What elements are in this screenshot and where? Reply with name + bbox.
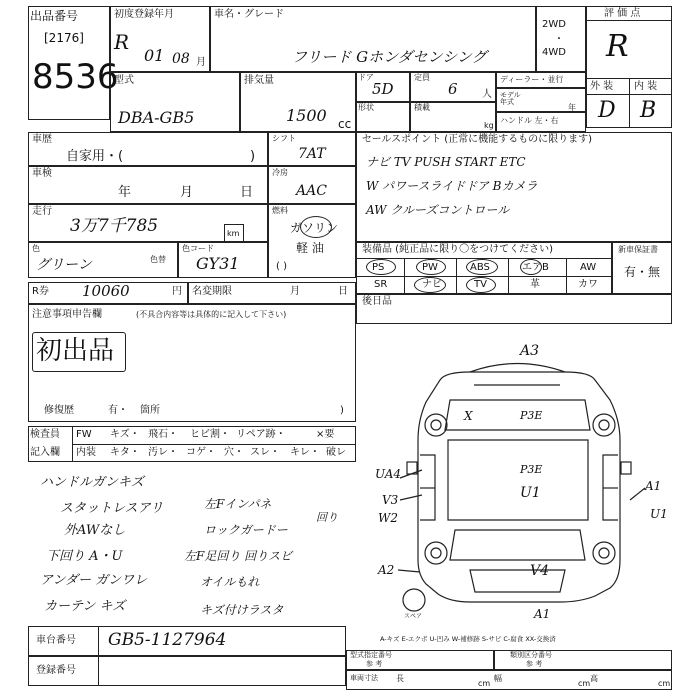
notes-stamp: 初出品: [36, 336, 115, 366]
history-value: 自家用・(: [66, 149, 124, 164]
dealer-label: ディーラー・並行: [500, 75, 564, 84]
equip-airbag: エアB: [522, 262, 549, 273]
equip-tv: TV: [474, 279, 487, 290]
ac-value: AAC: [296, 183, 327, 199]
fuel-paren: ( ): [276, 261, 287, 272]
recycle-yen: 円: [172, 286, 182, 297]
mark-w2: W2: [378, 511, 398, 525]
chassis-value: GB5-1127964: [108, 630, 227, 650]
repair-value: 有・: [108, 405, 128, 416]
interior-label: 内 装: [634, 81, 658, 92]
comment-2: スタットレスアリ: [60, 501, 164, 516]
width-unit: 幅: [494, 674, 502, 683]
inspection-day: 日: [240, 185, 254, 200]
height-unit: 高: [590, 674, 598, 683]
mark-u1-right: U1: [650, 507, 668, 521]
km-unit: km: [227, 229, 240, 238]
year: 01: [144, 46, 165, 65]
comment-4: 下回り A・U: [46, 549, 123, 564]
equip-pw: PW: [422, 262, 438, 273]
sales-line2: W パワースライドドア Bカメラ: [366, 179, 538, 193]
inspection-year: 年: [118, 185, 132, 200]
color-code-value: GY31: [196, 254, 240, 273]
mark-a3: A3: [520, 343, 540, 359]
notes-sub: (不具合内容等は具体的に記入して下さい): [136, 310, 287, 319]
insp-row1-1: キズ・: [110, 429, 140, 440]
equip-sr: SR: [374, 279, 388, 290]
equip-aw: AW: [580, 262, 597, 273]
mileage-label: 走行: [32, 206, 52, 217]
designation-ref: 参 考: [366, 660, 383, 668]
spare-label: スペア: [404, 613, 423, 620]
handle-label: ハンドル 左・右: [500, 116, 559, 125]
insp-row2-3: コゲ・: [186, 447, 216, 458]
insp-row2-7: 破レ: [326, 447, 346, 458]
model-label: 型式: [114, 75, 134, 86]
insp-row1-5: ×要: [316, 429, 335, 440]
color-change-label: 色替: [150, 255, 166, 264]
color-code-label: 色コード: [182, 244, 214, 253]
bracket-note: 回り: [316, 511, 338, 524]
length-unit: 長: [396, 674, 404, 683]
sales-line3: AW クルーズコントロール: [366, 203, 510, 217]
chassis-label: 車台番号: [36, 635, 76, 646]
rating-value: R: [606, 29, 629, 64]
mark-v3: V3: [382, 493, 399, 507]
comment-3: 外AWなし: [64, 523, 126, 538]
comment-right-5: キズ付けラスタ: [200, 603, 284, 617]
mark-p3e-2: P3E: [520, 463, 543, 476]
inspector-sub-label: 記入欄: [30, 447, 60, 458]
category-ref: 参 考: [526, 660, 543, 668]
recycle-value: 10060: [82, 282, 130, 300]
capacity-label: 定員: [414, 73, 430, 82]
comment-1: ハンドルガンキズ: [40, 475, 144, 490]
inspector-label: 検査員: [30, 429, 60, 440]
comment-6: カーテン キズ: [44, 599, 126, 614]
lot-number: 8536: [32, 57, 119, 97]
name-label: 車名・グレード: [214, 9, 284, 20]
drive-2wd: 2WD: [542, 19, 566, 30]
comment-right-2: ロックガードー: [204, 523, 288, 537]
kg-unit: kg: [484, 121, 494, 130]
mark-a1-right: A1: [645, 479, 662, 493]
mark-a2: A2: [378, 563, 395, 577]
mark-a1-bottom: A1: [534, 607, 551, 621]
insp-row2-4: 穴・: [224, 447, 244, 458]
insp-row1-4: リペア跡・: [236, 429, 286, 440]
interior-value: B: [640, 98, 657, 123]
category-label: 類別区分番号: [510, 651, 552, 659]
length-label: 車両寸法: [350, 674, 378, 682]
fuel-diesel: 軽 油: [296, 241, 324, 255]
length-cm: cm: [478, 679, 491, 688]
damage-legend: A-キズ E-エクボ U-凹み W-補修跡 S-サビ C-腐食 XX-交換済: [380, 635, 556, 643]
month: 08: [172, 51, 190, 67]
equip-kawa: カワ: [578, 279, 598, 290]
equip-navi: ナビ: [422, 279, 442, 290]
comment-right-1: 左Fインパネ: [204, 497, 272, 511]
comment-right-4: オイルもれ: [200, 575, 260, 589]
name-change-day: 日: [338, 286, 348, 297]
repair-place: 箇所: [140, 405, 160, 416]
capacity-value: 6: [448, 80, 458, 98]
model-value: DBA-GB5: [118, 108, 195, 127]
lot-label: 出品番号: [30, 9, 79, 23]
mark-v4: V4: [530, 563, 550, 579]
color-value: グリーン: [36, 257, 92, 273]
recycle-label: R券: [32, 286, 49, 297]
equip-leather: 革: [530, 279, 540, 290]
warranty-value: 有・無: [624, 265, 661, 279]
cc-unit: cc: [338, 117, 352, 131]
doors-value: 5D: [372, 80, 394, 98]
sales-label: セールスポイント (正常に機能するものに限ります): [362, 134, 593, 145]
mileage-value: 3万7千785: [70, 216, 159, 236]
month-unit: 月: [196, 57, 206, 68]
fuel-label: 燃料: [272, 206, 288, 215]
mark-x: X: [464, 409, 473, 423]
rear-label: 後日品: [362, 296, 392, 307]
repair-label: 修復歴: [44, 405, 74, 416]
insp-row1-0: FW: [76, 429, 92, 440]
displacement-label: 排気量: [244, 75, 274, 86]
inspection-label: 車検: [32, 168, 52, 179]
rating-label: 評 価 点: [604, 8, 641, 19]
mark-ua4: UA4: [375, 467, 402, 481]
name-change-label: 名変期限: [192, 286, 232, 297]
drive-4wd: 4WD: [542, 47, 566, 58]
insp-row2-5: スレ・: [250, 447, 280, 458]
reg-label: 登録番号: [36, 665, 76, 676]
history-close: ): [250, 149, 256, 164]
model-year-label: モデル年式: [500, 91, 521, 106]
warranty-label: 新車保証書: [618, 245, 658, 254]
equipment-label: 装備品 (純正品に限り〇をつけてください): [362, 244, 553, 255]
model-year-unit: 年: [568, 103, 576, 112]
fuel-gas: ガソリン: [290, 221, 339, 235]
insp-row1-2: 飛石・: [148, 429, 178, 440]
exterior-label: 外 装: [590, 81, 614, 92]
insp-row2-1: キタ・: [110, 447, 140, 458]
shift-label: シフト: [272, 134, 296, 143]
name-change-month: 月: [290, 286, 300, 297]
width-cm: cm: [578, 679, 591, 688]
era: R: [114, 30, 130, 54]
name-value: フリード Gホンダセンシング: [292, 48, 487, 66]
inspection-month: 月: [180, 185, 194, 200]
equip-abs: ABS: [470, 262, 490, 273]
insp-row2-6: キレ・: [290, 447, 320, 458]
shift-value: 7AT: [298, 146, 326, 162]
designation-label: 型式指定番号: [350, 651, 392, 659]
insp-row1-3: ヒビ割・: [190, 429, 230, 440]
length-box: [346, 670, 672, 690]
displacement-value: 1500: [286, 106, 327, 125]
history-label: 車歴: [32, 134, 52, 145]
exterior-value: D: [598, 98, 616, 123]
repair-close: ): [340, 405, 344, 416]
mark-u1-a: U1: [520, 485, 541, 501]
lot-sub: [2176]: [44, 31, 84, 45]
doors-label: ドア: [358, 73, 374, 82]
first-reg-label: 初度登録年月: [114, 9, 174, 20]
comment-5: アンダー ガンワレ: [40, 573, 148, 588]
equip-ps: PS: [372, 262, 385, 273]
height-cm: cm: [658, 679, 671, 688]
insp-row2-0: 内装: [76, 447, 96, 458]
person-unit: 人: [482, 89, 492, 100]
drive-dot: ・: [554, 34, 564, 45]
mark-p3e-1: P3E: [520, 409, 543, 422]
notes-label: 注意事項申告欄: [32, 309, 102, 320]
sales-line1: ナビ TV PUSH START ETC: [366, 155, 526, 169]
ac-label: 冷房: [272, 168, 288, 177]
insp-row2-2: 汚レ・: [148, 447, 178, 458]
comment-right-3: 左F足回り 回りスビ: [184, 549, 293, 563]
shape-label: 形状: [358, 103, 374, 112]
load-label: 積載: [414, 103, 430, 112]
color-label: 色: [32, 244, 40, 253]
